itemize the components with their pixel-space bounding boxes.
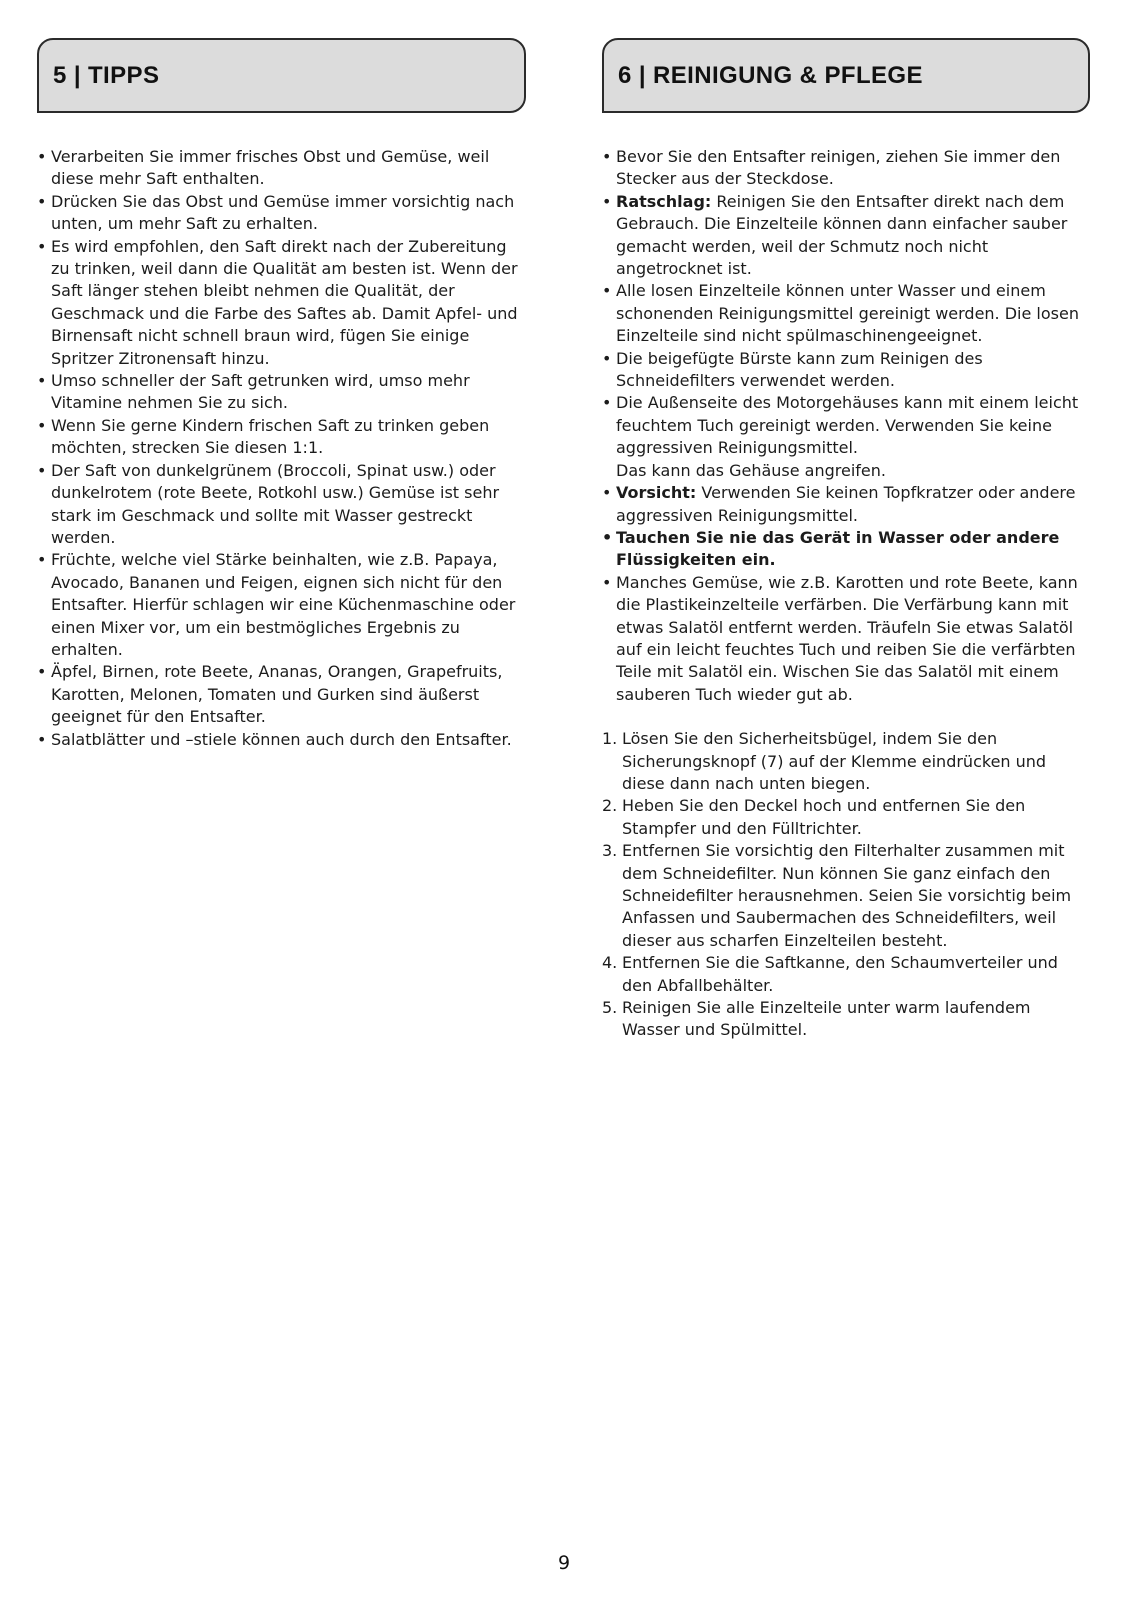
advice-text: Reinigen Sie den Entsafter direkt nach dem Gebrauch. Die Einzelteile können dann einfacher sauber gemacht werden, weil der Schmutz noch nicht angetrocknet ist. xyxy=(616,191,1068,279)
step-item xyxy=(602,952,1090,997)
list-item-extra-line: Das kann das Gehäuse angreifen. xyxy=(616,460,886,480)
list-item xyxy=(602,191,1090,281)
step-text: Entfernen Sie vorsichtig den Filterhalter zusammen mit dem Schneidefilter. Nun können Sie ganz einfach den Schneidefilter herausnehmen. Seien Sie vorsichtig beim Anfassen und Saubermachen des Schneidefilters, weil dieser aus scharfen Einzelteilen besteht. xyxy=(622,841,1072,950)
list-item: • Alle losen Einzelteile können unter Wasser und einem schonenden Reinigungsmittel gereinigt werden. Die losen Einzelteile sind nicht spülmaschinengeeignet. xyxy=(602,280,1090,347)
list-item: • Manches Gemüse, wie z.B. Karotten und rote Beete, kann die Plastikeinzelteile verfärben. Die Verfärbung kann mit etwas Salatöl entfernt werden. Träufeln Sie etwas Salatöl auf ein leicht feuchtes Tuch und reiben Sie die verfärbten Teile mit Salatöl ein. Wischen Sie das Salatöl mit einem sauberen Tuch wieder gut ab. xyxy=(602,572,1090,706)
section-tipps xyxy=(37,38,526,751)
warning-item: • Tauchen Sie nie das Gerät in Wasser oder andere Flüssigkeiten ein. xyxy=(602,527,1090,572)
step-text: Lösen Sie den Sicherheitsbügel, indem Sie den Sicherungsknopf (7) auf der Klemme eindrücken und diese dann nach unten biegen. xyxy=(622,729,1047,793)
advice-label: Ratschlag: xyxy=(616,191,712,211)
section-header-tipps: 5 | TIPPS xyxy=(37,38,526,113)
step-text: Reinigen Sie alle Einzelteile unter warm laufendem Wasser und Spülmittel. xyxy=(622,998,1031,1040)
section-header-reinigung: 6 | REINIGUNG & PFLEGE xyxy=(602,38,1090,113)
step-item xyxy=(602,997,1090,1042)
caution-label: Vorsicht: xyxy=(616,483,697,503)
list-item: • Salatblätter und –stiele können auch durch den Entsafter. xyxy=(37,729,526,751)
step-item xyxy=(602,795,1090,840)
section-reinigung xyxy=(602,38,1090,1042)
list-item: • Drücken Sie das Obst und Gemüse immer vorsichtig nach unten, um mehr Saft zu erhalten. xyxy=(37,191,526,236)
list-item: • Umso schneller der Saft getrunken wird, umso mehr Vitamine nehmen Sie zu sich. xyxy=(37,370,526,415)
list-item: • Es wird empfohlen, den Saft direkt nach der Zubereitung zu trinken, weil dann die Qualität am besten ist. Wenn der Saft länger stehen bleibt nehmen die Qualität, der Geschmack und die Farbe des Saftes ab. Damit Apfel- und Birnensaft nicht schnell braun wird, fügen Sie einige Spritzer Zitronensaft hinzu. xyxy=(37,236,526,370)
list-item xyxy=(602,482,1090,527)
step-number: 1. xyxy=(602,729,618,749)
list-item: • Wenn Sie gerne Kindern frischen Saft zu trinken geben möchten, strecken Sie diesen 1:1. xyxy=(37,415,526,460)
list-item xyxy=(602,392,1090,482)
list-item: • Früchte, welche viel Stärke beinhalten, wie z.B. Papaya, Avocado, Bananen und Feigen, eignen sich nicht für den Entsafter. Hierfür schlagen wir eine Küchenmaschine oder einen Mixer vor, um ein bestmögliches Ergebnis zu erhalten. xyxy=(37,549,526,661)
list-item: • Verarbeiten Sie immer frisches Obst und Gemüse, weil diese mehr Saft enthalten. xyxy=(37,146,526,191)
step-text: Heben Sie den Deckel hoch und entfernen Sie den Stampfer und den Fülltrichter. xyxy=(622,796,1026,838)
list-item: • Der Saft von dunkelgrünem (Broccoli, Spinat usw.) oder dunkelrotem (rote Beete, Rotkohl usw.) Gemüse ist sehr stark im Geschmack und sollte mit Wasser gestreckt werden. xyxy=(37,460,526,550)
cleaning-steps xyxy=(602,728,1090,1042)
list-item: • Die beigefügte Bürste kann zum Reinigen des Schneidefilters verwendet werden. xyxy=(602,348,1090,393)
caution-text: Verwenden Sie keinen Topfkratzer oder andere aggressiven Reinigungsmittel. xyxy=(616,483,1076,525)
step-item xyxy=(602,728,1090,795)
step-number: 4. xyxy=(602,953,618,973)
cleaning-list xyxy=(602,146,1090,706)
list-item-text: Die Außenseite des Motorgehäuses kann mit einem leicht feuchtem Tuch gereinigt werden. Verwenden Sie keine aggressiven Reinigungsmittel. xyxy=(616,393,1079,458)
step-number: 3. xyxy=(602,841,618,861)
list-item: • Bevor Sie den Entsafter reinigen, ziehen Sie immer den Stecker aus der Steckdose. xyxy=(602,146,1090,191)
step-text: Entfernen Sie die Saftkanne, den Schaumverteiler und den Abfallbehälter. xyxy=(622,953,1058,995)
tips-list xyxy=(37,146,526,751)
step-item xyxy=(602,840,1090,952)
list-item: • Äpfel, Birnen, rote Beete, Ananas, Orangen, Grapefruits, Karotten, Melonen, Tomaten und Gurken sind äußerst geeignet für den Entsafter. xyxy=(37,661,526,728)
page-number: 9 xyxy=(557,1552,571,1574)
step-number: 5. xyxy=(602,998,618,1018)
step-number: 2. xyxy=(602,796,618,816)
